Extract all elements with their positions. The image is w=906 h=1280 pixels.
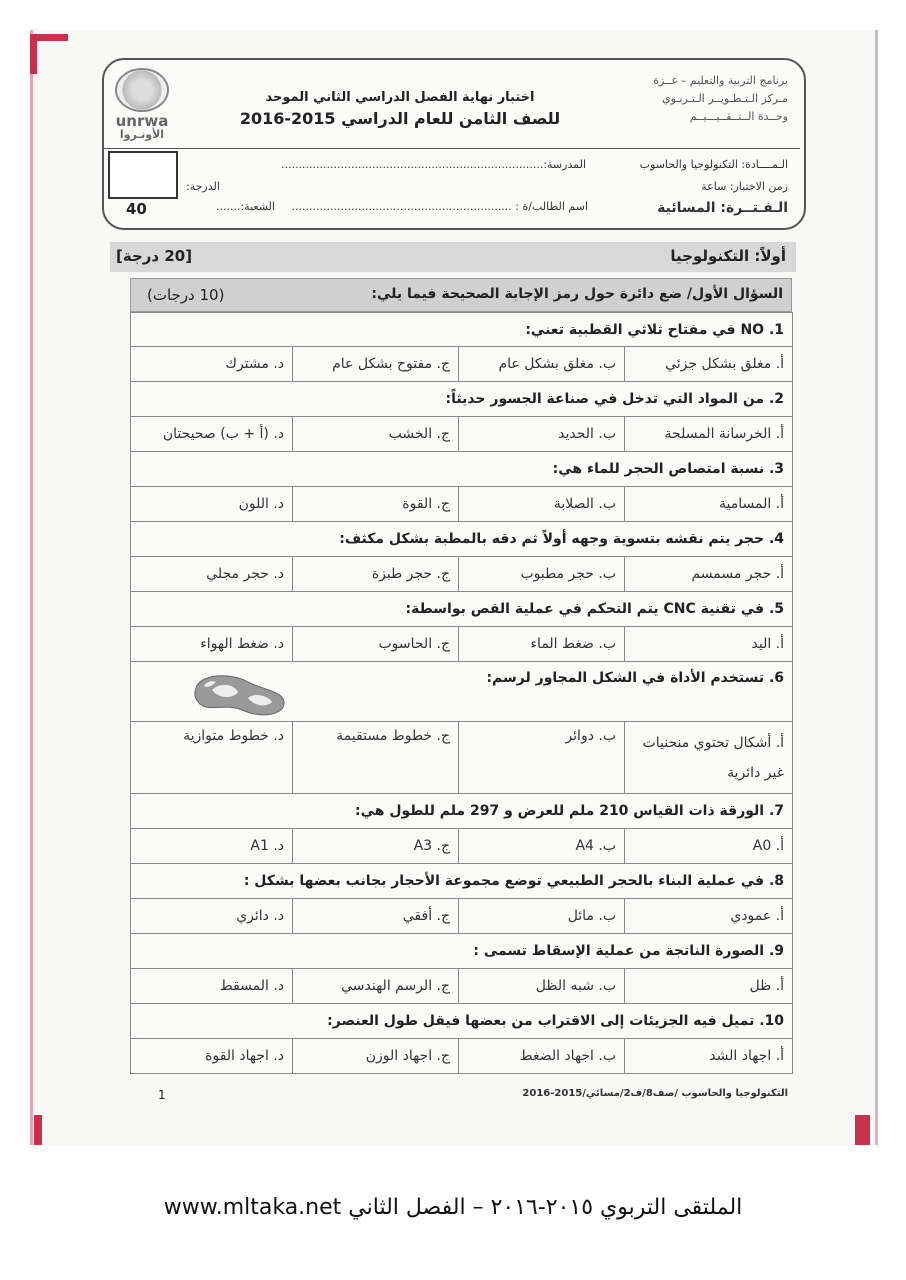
question-header <box>130 278 792 312</box>
option-d[interactable]: د. المسقط <box>131 969 293 1004</box>
option-a[interactable]: أ. المسامية <box>625 487 793 522</box>
question-row <box>131 1004 793 1039</box>
corner-mark <box>34 1115 42 1145</box>
period-field: الـفـتــرة: المسائية <box>657 200 788 216</box>
option-a[interactable]: أ. اليد <box>625 627 793 662</box>
option-d[interactable]: د. دائري <box>131 899 293 934</box>
question-text: 6. تستخدم الأداة في الشكل المجاور لرسم: <box>131 662 793 722</box>
options-row <box>131 627 793 662</box>
grade-label: الدرجة: <box>186 180 220 193</box>
option-c[interactable]: ج. الخشب <box>293 417 459 452</box>
option-c[interactable]: ج. مفتوح بشكل عام <box>293 347 459 382</box>
question-text: 9. الصورة الناتجة من عملية الإسقاط تسمى : <box>131 934 793 969</box>
question-row <box>131 313 793 347</box>
question-row <box>131 864 793 899</box>
option-a[interactable]: أ. اجهاد الشد <box>625 1039 793 1074</box>
option-c[interactable]: ج. الرسم الهندسي <box>293 969 459 1004</box>
option-b[interactable]: ب. مائل <box>459 899 625 934</box>
exam-title-line1: اختبار نهاية الفصل الدراسي الثاني الموحد <box>265 90 535 105</box>
option-a[interactable]: أ. أشكال تحتوي منحنيات غير دائرية <box>625 722 793 794</box>
duration-field: زمن الاختبار: ساعة <box>701 180 788 193</box>
options-row <box>131 557 793 592</box>
logo-text-en: unrwa <box>115 112 169 130</box>
option-c[interactable]: ج. الحاسوب <box>293 627 459 662</box>
option-b[interactable]: ب. اجهاد الضغط <box>459 1039 625 1074</box>
total-mark: 40 <box>126 200 147 218</box>
french-curve-icon <box>190 668 290 720</box>
question-text: 10. تميل فيه الجزيئات إلى الاقتراب من بعضها فيقل طول العنصر: <box>131 1004 793 1039</box>
exam-title-line2: للصف الثامن للعام الدراسي 2015-2016 <box>239 109 561 128</box>
section-bar <box>110 242 796 272</box>
option-d[interactable]: د. A1 <box>131 829 293 864</box>
option-d[interactable]: د. اجهاد القوة <box>131 1039 293 1074</box>
grade-box <box>108 151 178 199</box>
options-row <box>131 969 793 1004</box>
section-field: الشعبة:....... <box>216 200 275 213</box>
options-row <box>131 722 793 794</box>
section-marks: [20 درجة] <box>116 247 193 265</box>
organization-lines <box>588 72 788 126</box>
question-text: 1. NO في مفتاح ثلاثي القطبية تعني: <box>131 313 793 347</box>
org-line: مـركز الـتـطـويــر الـتـربـوي <box>662 92 788 105</box>
option-b[interactable]: ب. الحديد <box>459 417 625 452</box>
option-b[interactable]: ب. شبه الظل <box>459 969 625 1004</box>
question-row <box>131 794 793 829</box>
question-text: 8. في عملية البناء بالحجر الطبيعي توضع مجموعة الأحجار بجانب بعضها بشكل : <box>131 864 793 899</box>
question-row <box>131 522 793 557</box>
option-b[interactable]: ب. ضغط الماء <box>459 627 625 662</box>
option-d[interactable]: د. (أ + ب) صحيحتان <box>131 417 293 452</box>
option-d[interactable]: د. خطوط متوازية <box>131 722 293 794</box>
option-a[interactable]: أ. A0 <box>625 829 793 864</box>
option-d[interactable]: د. اللون <box>131 487 293 522</box>
question-text: 2. من المواد التي تدخل في صناعة الجسور حديثاً: <box>131 382 793 417</box>
option-c[interactable]: ج. اجهاد الوزن <box>293 1039 459 1074</box>
question-row <box>131 382 793 417</box>
question-text: 5. في تقنية CNC يتم التحكم في عملية القص بواسطة: <box>131 592 793 627</box>
school-field: المدرسة:........................................................................... <box>281 158 586 171</box>
options-row <box>131 347 793 382</box>
header-divider <box>104 148 800 149</box>
option-d[interactable]: د. مشترك <box>131 347 293 382</box>
un-emblem-icon <box>115 68 169 112</box>
course-reference: التكنولوجيا والحاسوب /صف8/ف2/مسائي/2015-2016 <box>522 1088 788 1099</box>
question-text: 4. حجر يتم نقشه بتسوية وجهه أولاً ثم دقه بالمطبة بشكل مكثف: <box>131 522 793 557</box>
corner-mark <box>855 1115 870 1145</box>
student-name-field: اسم الطالب/ة : ............................................................... <box>291 200 588 213</box>
option-a[interactable]: أ. ظل <box>625 969 793 1004</box>
options-row <box>131 1039 793 1074</box>
option-c[interactable]: ج. القوة <box>293 487 459 522</box>
option-a[interactable]: أ. الخرسانة المسلحة <box>625 417 793 452</box>
question-title: السؤال الأول/ ضع دائرة حول رمز الإجابة الصحيحة فيما يلي: <box>371 286 783 302</box>
org-line: وحــدة الــتــقــيـــيــم <box>689 110 788 123</box>
option-b[interactable]: ب. الصلابة <box>459 487 625 522</box>
page-number: 1 <box>158 1088 166 1102</box>
options-row <box>131 417 793 452</box>
option-d[interactable]: د. حجر مجلي <box>131 557 293 592</box>
exam-title <box>230 90 570 128</box>
option-a[interactable]: أ. عمودي <box>625 899 793 934</box>
option-d[interactable]: د. ضغط الهواء <box>131 627 293 662</box>
options-row <box>131 829 793 864</box>
option-b[interactable]: ب. دوائر <box>459 722 625 794</box>
question-row <box>131 934 793 969</box>
options-row <box>131 899 793 934</box>
logo-text-ar: الأونـروا <box>119 128 165 141</box>
site-caption: الملتقى التربوي ٢٠١٥-٢٠١٦ – الفصل الثاني www.mltaka.net <box>163 1195 743 1220</box>
option-c[interactable]: ج. حجر طبزة <box>293 557 459 592</box>
question-row <box>131 592 793 627</box>
question-text: 7. الورقة ذات القياس 210 ملم للعرض و 297 ملم للطول هي: <box>131 794 793 829</box>
question-row <box>131 452 793 487</box>
subject-field: الـمــــادة: التكنولوجيا والحاسوب <box>639 158 788 171</box>
options-row <box>131 487 793 522</box>
org-line: برنامج التربية والتعليم – غــزة <box>653 74 788 87</box>
corner-mark <box>30 34 37 74</box>
option-b[interactable]: ب. A4 <box>459 829 625 864</box>
question-text: 3. نسبة امتصاص الحجر للماء هي: <box>131 452 793 487</box>
option-c[interactable]: ج. أفقي <box>293 899 459 934</box>
option-c[interactable]: ج. خطوط مستقيمة <box>293 722 459 794</box>
option-c[interactable]: ج. A3 <box>293 829 459 864</box>
section-title: أولاً: التكنولوجيا <box>670 247 786 265</box>
option-b[interactable]: ب. حجر مطبوب <box>459 557 625 592</box>
option-b[interactable]: ب. مغلق بشكل عام <box>459 347 625 382</box>
option-a[interactable]: أ. مغلق بشكل جزئي <box>625 347 793 382</box>
question-marks: (10 درجات) <box>147 286 225 304</box>
option-a[interactable]: أ. حجر مسمسم <box>625 557 793 592</box>
unrwa-logo <box>110 68 174 140</box>
